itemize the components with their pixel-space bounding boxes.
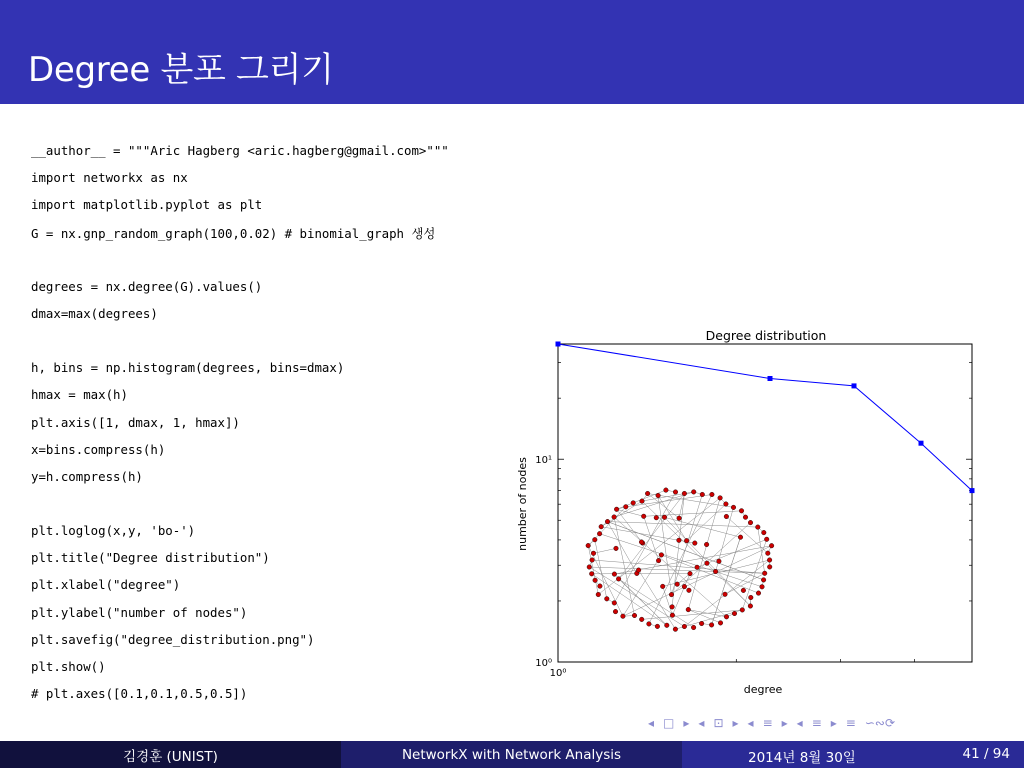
graph-node	[760, 585, 765, 590]
graph-node	[612, 601, 617, 606]
graph-node	[704, 542, 709, 547]
series-layer	[556, 342, 975, 494]
nav-symbol[interactable]: ◂	[698, 716, 705, 730]
nav-symbol[interactable]: ◂	[796, 716, 803, 730]
graph-node	[748, 604, 753, 609]
graph-node	[724, 502, 729, 507]
code-line: y=h.compress(h)	[31, 468, 143, 484]
graph-node	[605, 597, 610, 602]
code-line: h, bins = np.histogram(degrees, bins=dmax)	[31, 360, 345, 376]
graph-edge	[614, 492, 675, 603]
graph-node	[624, 505, 629, 510]
graph-node	[673, 627, 678, 632]
y-tick-label: 10¹	[535, 455, 552, 467]
graph-edge	[672, 523, 751, 595]
graph-node	[761, 578, 766, 583]
x-axis-label: degree	[743, 683, 783, 696]
graph-edge	[687, 504, 726, 541]
graph-node	[593, 537, 598, 542]
network-graph-inset	[586, 488, 774, 632]
graph-node	[598, 584, 603, 589]
graph-node	[641, 514, 646, 519]
graph-node	[612, 515, 617, 520]
nav-symbol[interactable]: ▸	[683, 716, 690, 730]
graph-node	[647, 622, 652, 627]
graph-node	[718, 496, 723, 501]
graph-node	[639, 540, 644, 545]
footer-date: 2014년 8월 30일	[748, 750, 856, 766]
code-line: hmax = max(h)	[31, 387, 128, 403]
nav-symbol[interactable]: ▸	[732, 716, 739, 730]
graph-node	[769, 543, 774, 548]
graph-node	[659, 553, 664, 558]
graph-node	[636, 568, 641, 573]
graph-edge	[644, 516, 659, 560]
graph-node	[656, 493, 661, 498]
graph-node	[691, 490, 696, 495]
graph-edge	[608, 522, 637, 574]
graph-node	[682, 491, 687, 496]
graph-node	[756, 525, 761, 530]
nav-symbol[interactable]: ◂	[747, 716, 754, 730]
nav-symbol[interactable]: ∽∾⟳	[864, 716, 896, 730]
graph-node	[593, 578, 598, 583]
graph-node	[596, 592, 601, 597]
graph-node	[709, 623, 714, 628]
graph-node	[640, 499, 645, 504]
graph-node	[616, 577, 621, 582]
graph-node	[597, 531, 602, 536]
graph-node	[724, 514, 729, 519]
graph-node	[717, 559, 722, 564]
footer-talk-title: NetworkX with Network Analysis	[341, 741, 682, 768]
data-point	[556, 342, 561, 347]
graph-node	[613, 609, 618, 614]
slide-footer	[0, 741, 1024, 768]
graph-node	[691, 625, 696, 630]
data-point	[970, 488, 975, 493]
graph-node	[713, 569, 718, 574]
graph-node	[688, 571, 693, 576]
page-number: 41 / 94	[962, 746, 1010, 762]
chart-title: Degree distribution	[705, 328, 827, 343]
graph-node	[590, 558, 595, 563]
nav-symbol[interactable]: ⊡	[713, 716, 724, 730]
graph-node	[639, 617, 644, 622]
code-line: plt.title("Degree distribution")	[31, 550, 270, 566]
graph-node	[731, 505, 736, 510]
graph-node	[767, 565, 772, 570]
beamer-navigation[interactable]	[648, 716, 895, 730]
code-line: degrees = nx.degree(G).values()	[31, 278, 263, 294]
graph-node	[605, 519, 610, 524]
data-point	[919, 441, 924, 446]
code-line: plt.savefig("degree_distribution.png")	[31, 631, 315, 647]
graph-node	[762, 571, 767, 576]
code-line: plt.loglog(x,y, 'bo-')	[31, 523, 196, 539]
graph-node	[764, 537, 769, 542]
slide-header	[0, 0, 1024, 104]
degree-distribution-chart	[505, 322, 1000, 702]
graph-node	[695, 565, 700, 570]
graph-node	[654, 515, 659, 520]
graph-node	[682, 584, 687, 589]
graph-node	[718, 621, 723, 626]
code-line: plt.xlabel("degree")	[31, 577, 181, 593]
nav-symbol[interactable]: ≡	[845, 716, 856, 730]
graph-edge	[617, 509, 643, 543]
graph-node	[614, 546, 619, 551]
graph-node	[705, 561, 710, 566]
code-line: import matplotlib.pyplot as plt	[31, 197, 263, 213]
graph-node	[723, 592, 728, 597]
graph-node	[632, 613, 637, 618]
graph-node	[738, 535, 743, 540]
graph-node	[740, 608, 745, 613]
x-tick-label: 10⁰	[549, 668, 567, 679]
graph-node	[675, 582, 680, 587]
graph-edge	[592, 560, 765, 573]
graph-node	[669, 592, 674, 597]
graph-edge	[595, 540, 607, 599]
nav-symbol[interactable]: ▸	[830, 716, 837, 730]
graph-node	[673, 490, 678, 495]
graph-node	[687, 588, 692, 593]
graph-node	[655, 624, 660, 629]
graph-node	[693, 541, 698, 546]
graph-node	[664, 488, 669, 493]
graph-node	[756, 591, 761, 596]
nav-symbol[interactable]: ▸	[781, 716, 788, 730]
graph-node	[749, 595, 754, 600]
graph-node	[767, 558, 772, 563]
graph-node	[591, 551, 596, 556]
graph-node	[710, 492, 715, 497]
graph-edge	[617, 509, 644, 516]
graph-node	[677, 538, 682, 543]
graph-node	[684, 538, 689, 543]
graph-edge	[589, 567, 684, 627]
graph-node	[665, 623, 670, 628]
graph-node	[739, 509, 744, 514]
nav-symbol[interactable]: ◂	[648, 716, 655, 730]
graph-node	[743, 515, 748, 520]
graph-node	[586, 543, 591, 548]
code-line: dmax=max(degrees)	[31, 305, 158, 321]
code-line: plt.axis([1, dmax, 1, hmax])	[31, 414, 240, 430]
slide-title: Degree 분포 그리기	[28, 50, 334, 90]
graph-node	[656, 558, 661, 563]
graph-edge	[672, 495, 703, 595]
data-point	[852, 383, 857, 388]
graph-node	[645, 491, 650, 496]
series-line	[558, 344, 972, 491]
plot-frame	[558, 344, 972, 662]
graph-node	[614, 507, 619, 512]
y-axis-label: number of nodes	[516, 457, 529, 551]
graph-node	[589, 572, 594, 577]
graph-node	[662, 515, 667, 520]
nav-symbol[interactable]: ≡	[811, 716, 822, 730]
nav-symbol[interactable]: □	[663, 716, 675, 730]
nav-symbol[interactable]: ≡	[762, 716, 773, 730]
graph-edge	[592, 574, 667, 626]
code-line: G = nx.gnp_random_graph(100,0.02) # binomial_graph 생성	[31, 226, 436, 242]
code-line: plt.show()	[31, 658, 106, 674]
graph-node	[660, 584, 665, 589]
graph-node	[766, 551, 771, 556]
graph-node	[670, 613, 675, 618]
y-tick-label: 10⁰	[535, 658, 552, 669]
code-line: import networkx as nx	[31, 170, 188, 186]
graph-node	[599, 524, 604, 529]
graph-node	[732, 611, 737, 616]
graph-node	[670, 605, 675, 610]
graph-node	[612, 572, 617, 577]
graph-node	[621, 614, 626, 619]
graph-node	[741, 588, 746, 593]
graph-node	[631, 501, 636, 506]
graph-edge	[639, 570, 676, 629]
footer-right	[682, 741, 1024, 768]
graph-node	[724, 615, 729, 620]
graph-node	[677, 516, 682, 521]
graph-node	[682, 624, 687, 629]
code-line: # plt.axes([0.1,0.1,0.5,0.5])	[31, 686, 248, 701]
graph-node	[700, 492, 705, 497]
code-line: plt.ylabel("number of nodes")	[31, 604, 248, 620]
graph-edge	[661, 555, 758, 593]
graph-node	[686, 607, 691, 612]
data-point	[768, 376, 773, 381]
code-line: __author__ = """Aric Hagberg <aric.hagberg@gmail.com>"""	[31, 143, 449, 158]
footer-author: 김경훈 (UNIST)	[0, 741, 341, 768]
graph-node	[748, 520, 753, 525]
graph-node	[762, 530, 767, 535]
code-line: x=bins.compress(h)	[31, 441, 166, 457]
graph-node	[587, 565, 592, 570]
axis-ticks	[535, 362, 972, 679]
graph-node	[699, 621, 704, 626]
